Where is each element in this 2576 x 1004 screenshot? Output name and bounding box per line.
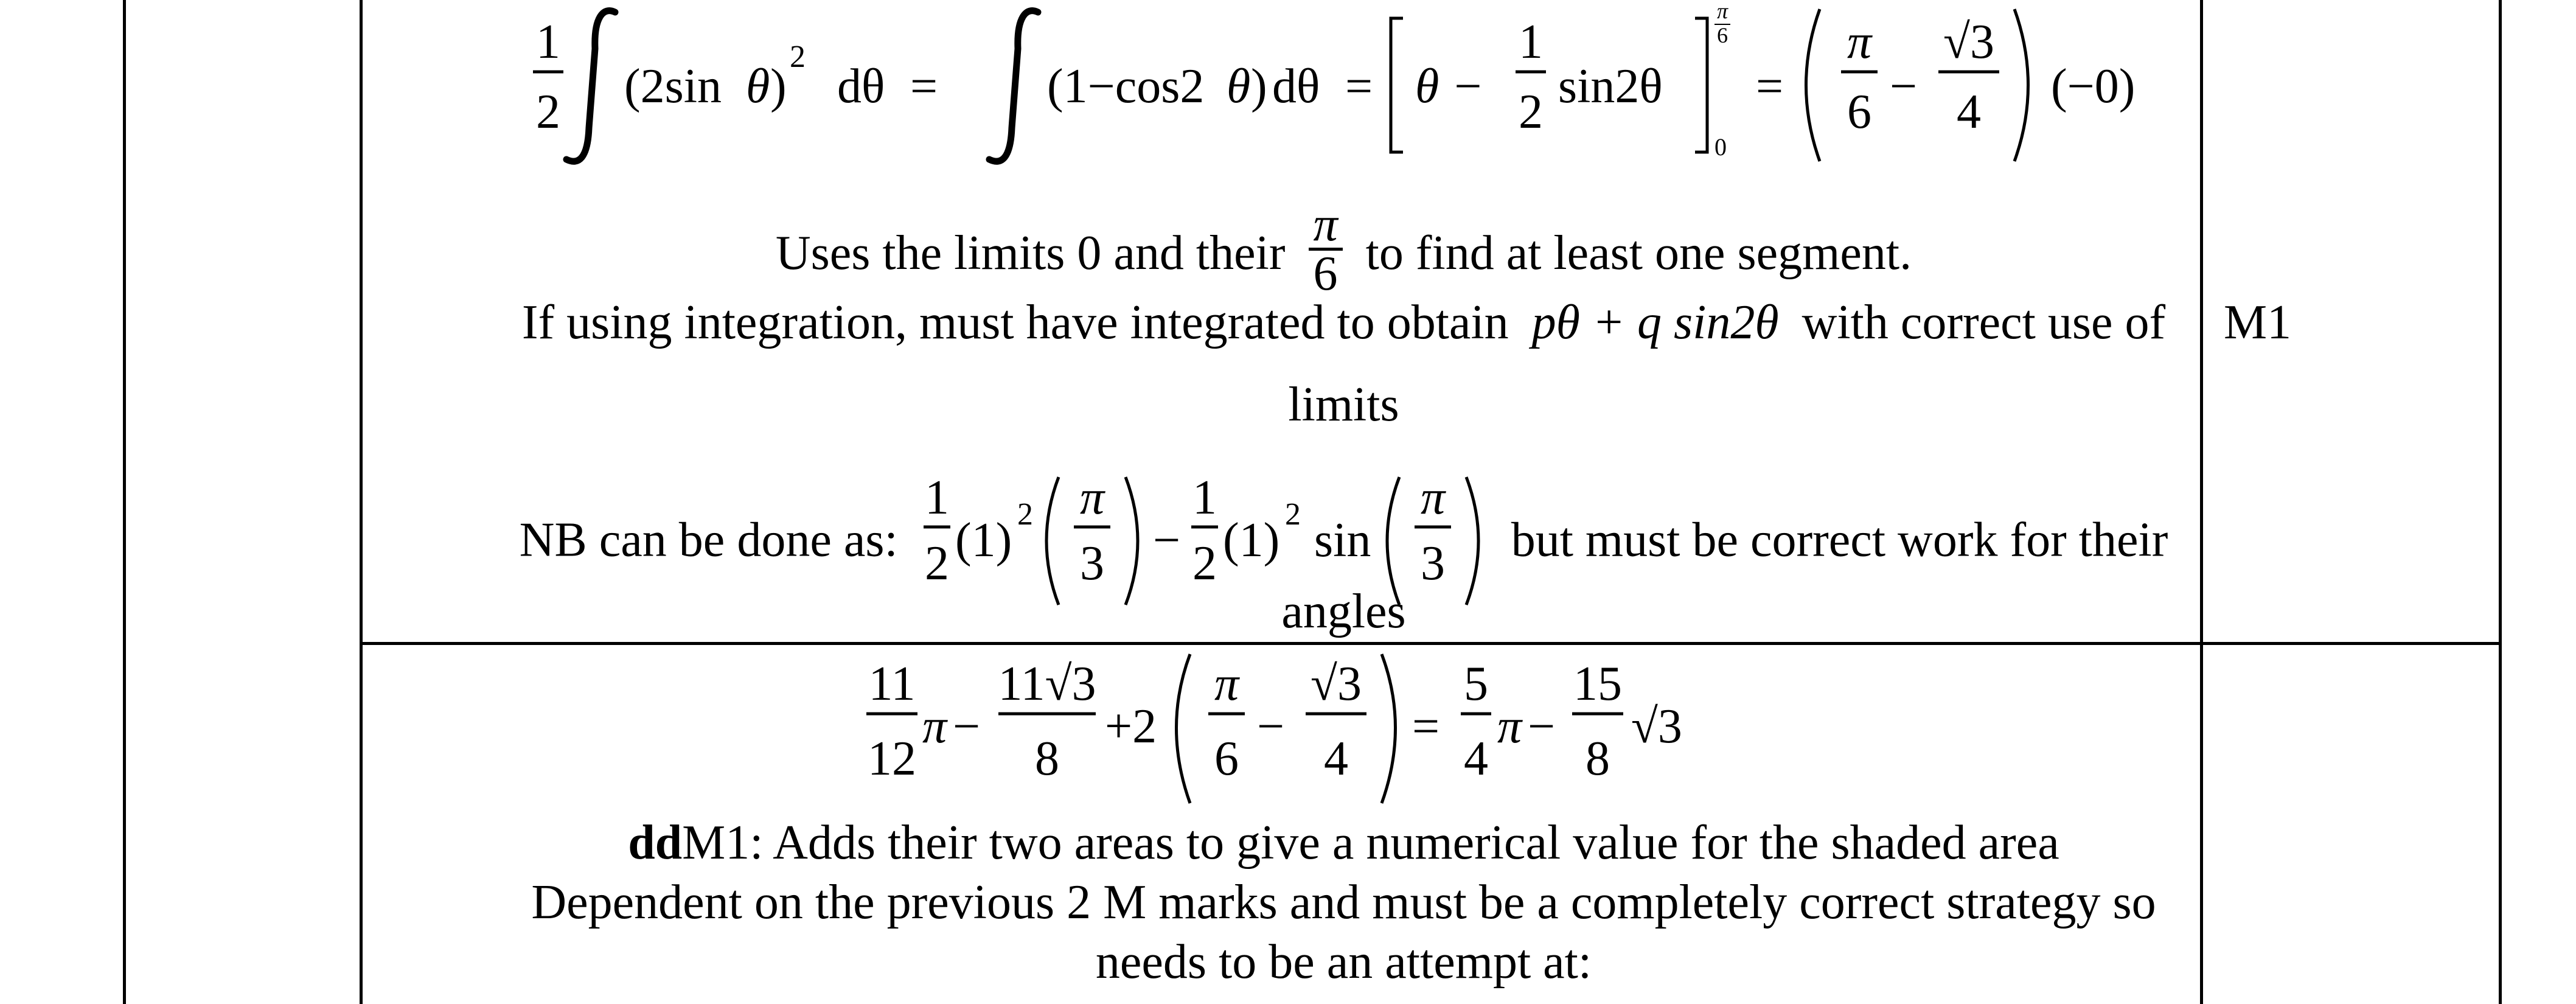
scheme-cell-row1 (363, 0, 2200, 642)
limits-pre: Uses the limits 0 and their (775, 226, 1286, 280)
nb-pre: NB can be done as: (519, 513, 898, 567)
nb-wrap-line (363, 584, 2325, 639)
eq2-f-den: 8 (1586, 732, 1610, 786)
integration-line (363, 295, 2325, 350)
eq2-d-den: 4 (1324, 732, 1348, 786)
nb-three-2: 3 (1420, 537, 1445, 590)
nb-pi-1: π (1079, 471, 1104, 525)
eq2-e-den: 4 (1464, 732, 1488, 786)
needs-text: needs to be an attempt at: (1095, 935, 1592, 989)
dependent-line (363, 875, 2325, 930)
table-border-left (123, 0, 126, 1004)
nb-half-num-1: 1 (924, 471, 949, 525)
limits-line (363, 198, 2325, 305)
eq2-left-paren (1177, 654, 1191, 803)
eq-half-num: 1 (536, 15, 560, 69)
dd-bold: dd (628, 816, 683, 870)
scheme-cell-row2 (363, 645, 2200, 1004)
eq-half-num-2: 1 (1519, 15, 1543, 69)
nb-minus: − (1152, 514, 1180, 567)
integration-wrap: limits (1288, 378, 1399, 431)
eq2-b-num: 11√3 (998, 657, 1096, 711)
needs-line (363, 935, 2325, 989)
nb-post: but must be correct work for their (1511, 513, 2168, 567)
nb-sq-2: 2 (1284, 497, 1301, 532)
eq2-equals: = (1412, 700, 1440, 753)
integral-sign-1 (566, 11, 615, 162)
nb-three-1: 3 (1079, 537, 1104, 590)
limits-frac-num: π (1309, 201, 1343, 251)
eq-square: 2 (790, 40, 806, 74)
eq2-pi-2: π (1497, 700, 1522, 753)
integral-equation (363, 0, 2200, 183)
eq-close-paren-1: ) (770, 60, 787, 113)
eq2-minus-1: − (953, 700, 981, 753)
eq2-root3: √3 (1631, 700, 1682, 753)
dd-line (363, 815, 2325, 870)
eq-equals-2: = (1345, 60, 1373, 113)
dependent-text: Dependent on the previous 2 M marks and must be a completely correct strategy so (531, 876, 2156, 929)
eq2-minus-3: − (1528, 700, 1556, 753)
eq2-right-paren (1382, 654, 1396, 803)
eq-integrand-b: (1−cos2 (1047, 60, 1205, 113)
integration-expr: pθ + q sin2θ (1531, 296, 1779, 349)
limits-post: to find at least one segment. (1365, 226, 1912, 280)
eq2-d-num: √3 (1311, 657, 1362, 711)
eq-upper-limit-num: π (1716, 0, 1728, 23)
right-paren-1 (2014, 9, 2028, 161)
nb-wrap: angles (1281, 585, 1406, 638)
eq2-c-den: 6 (1214, 732, 1239, 786)
limits-frac-den: 6 (1313, 247, 1338, 301)
eq-root3: √3 (1943, 15, 1994, 69)
eq2-a-den: 12 (868, 732, 916, 786)
limits-fraction (1309, 198, 1343, 301)
left-bracket (1391, 18, 1403, 152)
eq-tail: (−0) (2051, 60, 2136, 113)
eq2-plus-two: +2 (1105, 700, 1157, 753)
nb-one-sq-1: (1) (955, 514, 1012, 567)
eq2-a-num: 11 (868, 657, 916, 711)
eq-dtheta-1: dθ (837, 60, 885, 113)
eq-close-paren-2: ) (1251, 60, 1267, 113)
nb-sin: sin (1314, 514, 1371, 567)
right-bracket (1695, 18, 1707, 152)
left-paren-1 (1806, 9, 1820, 161)
eq-dtheta-2: dθ (1272, 60, 1320, 113)
eq-theta-1: θ (746, 60, 770, 113)
eq-half-den-2: 2 (1519, 85, 1543, 139)
eq-six: 6 (1847, 85, 1871, 139)
eq-equals-3: = (1756, 60, 1784, 113)
eq2-b-den: 8 (1035, 732, 1059, 786)
area-sum-equation (363, 645, 2200, 809)
integral-sign-2 (989, 11, 1038, 162)
table-border-right (2499, 0, 2502, 1004)
eq-sin-term: sin2θ (1558, 60, 1663, 113)
nb-half-den-2: 2 (1192, 537, 1217, 590)
eq-pi: π (1847, 15, 1872, 69)
eq-half-den: 2 (536, 85, 560, 139)
integration-wrap-line (363, 377, 2325, 432)
eq2-e-num: 5 (1464, 657, 1488, 711)
eq-bracket-term: θ − (1415, 60, 1485, 113)
eq2-minus-2: − (1257, 700, 1285, 753)
eq2-pi-1: π (922, 700, 947, 753)
nb-pi-2: π (1420, 471, 1445, 525)
nb-sq-1: 2 (1017, 497, 1033, 532)
nb-half-num-2: 1 (1192, 471, 1217, 525)
eq-upper-limit-den: 6 (1717, 23, 1728, 47)
mark-m1: M1 (2224, 296, 2292, 349)
dd-rest: M1: Adds their two areas to give a numerical value for the shaded area (682, 816, 2059, 870)
nb-half-den-1: 2 (924, 537, 949, 590)
eq-theta-2: θ (1227, 60, 1251, 113)
nb-one-sq-2: (1) (1222, 514, 1279, 567)
eq2-f-num: 15 (1573, 657, 1622, 711)
eq-lower-limit: 0 (1714, 133, 1727, 161)
eq-four: 4 (1957, 85, 1981, 139)
eq-minus: − (1890, 60, 1918, 113)
eq-equals-1: = (910, 60, 938, 113)
integration-post: with correct use of (1801, 296, 2166, 349)
eq-integrand-a: (2sin (624, 60, 722, 113)
integration-pre: If using integration, must have integrated to obtain (521, 296, 1509, 349)
eq2-c-num: π (1214, 657, 1239, 711)
